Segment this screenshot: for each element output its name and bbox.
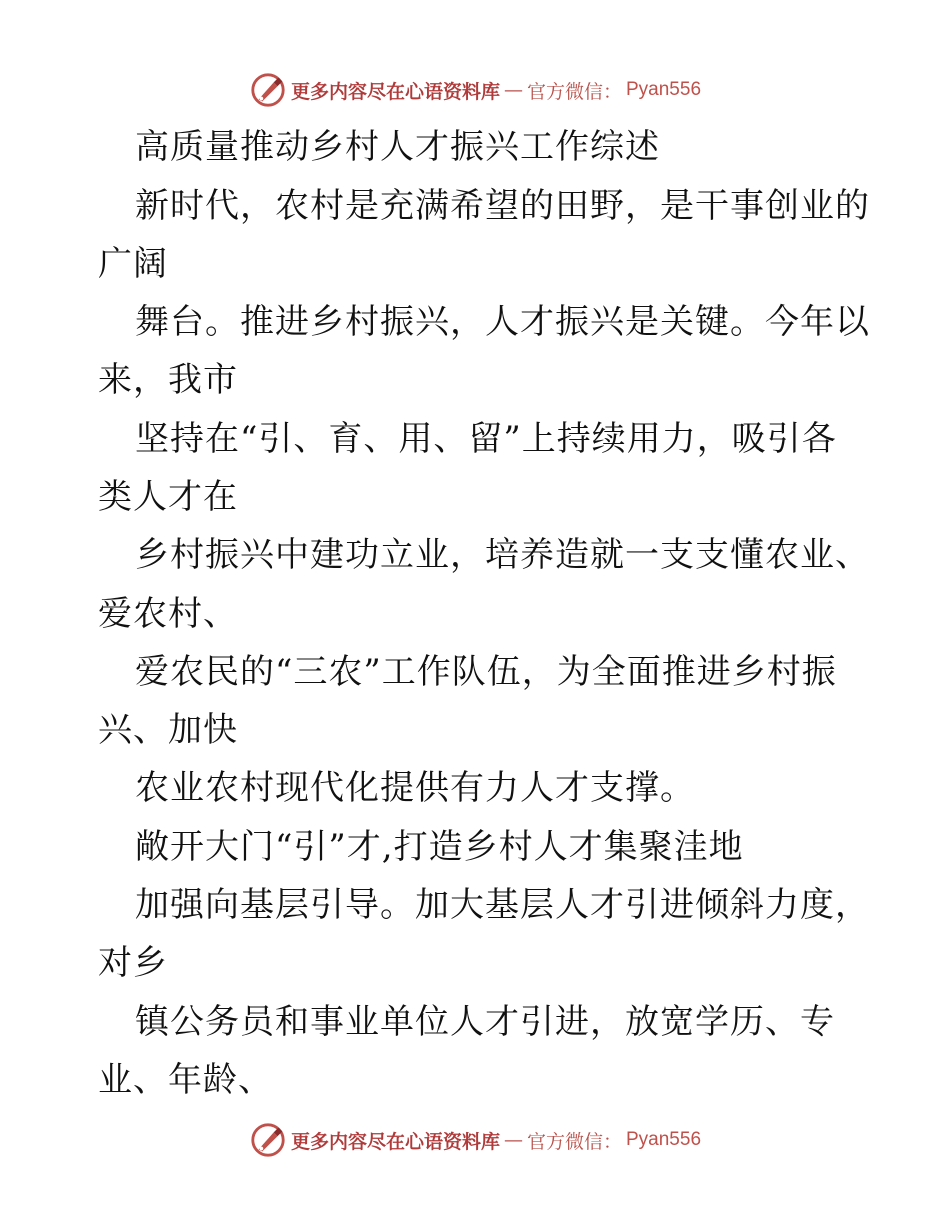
paragraph-line: 对乡 (98, 943, 168, 983)
paragraph-line: 来，我市 (98, 360, 238, 400)
section-heading: 敞开大门“引”才,打造乡村人才集聚洼地 (135, 827, 744, 867)
watermark-title: 更多内容尽在心语资料库 (290, 1130, 500, 1153)
watermark-wechat-label: 官方微信： (526, 80, 622, 103)
paragraph-line: 新时代，农村是充满希望的田野，是干事创业的 (135, 186, 870, 226)
paragraph-line: 舞台。推进乡村振兴，人才振兴是关键。今年以 (135, 302, 870, 342)
document-title: 高质量推动乡村人才振兴工作综述 (135, 127, 660, 167)
paragraph-line: 广阔 (98, 244, 168, 284)
watermark-title: 更多内容尽在心语资料库 (290, 80, 500, 103)
paragraph-line: 加强向基层引导。加大基层人才引进倾斜力度， (135, 885, 870, 925)
watermark-dash: — (503, 79, 523, 101)
fountain-pen-logo-icon (249, 71, 287, 109)
paragraph-line: 爱农村、 (98, 594, 238, 634)
watermark-wechat-label: 官方微信： (526, 1130, 622, 1153)
paragraph-line: 乡村振兴中建功立业，培养造就一支支懂农业、 (135, 535, 870, 575)
paragraph-line: 坚持在“引、育、用、留”上持续用力，吸引各 (135, 419, 837, 459)
paragraph-line: 兴、加快 (98, 710, 238, 750)
paragraph-line: 农业农村现代化提供有力人才支撑。 (135, 768, 695, 808)
paragraph-line: 类人才在 (98, 477, 238, 517)
paragraph-line: 爱农民的“三农”工作队伍，为全面推进乡村振 (135, 652, 837, 692)
paragraph-line: 业、年龄、 (98, 1060, 273, 1100)
footer-watermark (0, 1120, 950, 1160)
watermark-dash: — (503, 1129, 523, 1151)
watermark-wechat-id: Pyan556 (626, 1129, 702, 1150)
watermark-wechat-id: Pyan556 (626, 79, 702, 100)
paragraph-line: 镇公务员和事业单位人才引进，放宽学历、专 (135, 1002, 835, 1042)
fountain-pen-logo-icon (249, 1121, 287, 1159)
header-watermark (0, 70, 950, 110)
